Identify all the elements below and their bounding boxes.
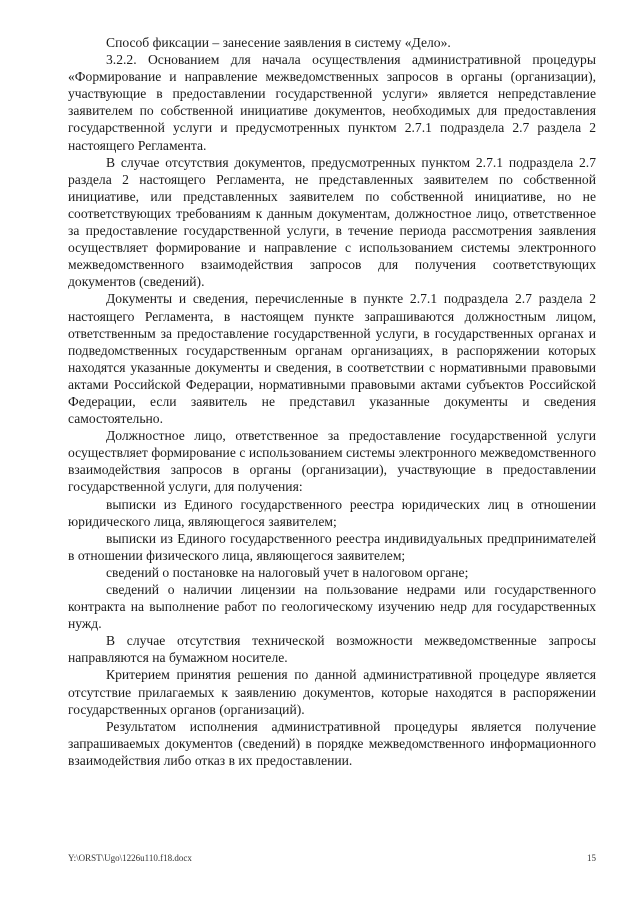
- paragraph: Результатом исполнения административной процедуры является получение запрашиваемых документов (сведений) в порядке межведомственного информационного взаимодействия либо отказ в их предоставлении.: [68, 718, 596, 768]
- paragraph: 3.2.2. Основанием для начала осуществления административной процедуры «Формирование и направление межведомственных запросов в органы (организации), участвующие в предоставлении государственной услуги» является непредставление заявителем по собственной инициативе документов, необходимых для предоставления государственной услуги и предусмотренных пунктом 2.7.1 подраздела 2.7 раздела 2 настоящего Регламента.: [68, 52, 596, 153]
- page-footer: [68, 853, 596, 863]
- paragraph: Должностное лицо, ответственное за предоставление государственной услуги осуществляет формирование с использованием системы электронного межведомственного взаимодействия запросов в органы (организации), участвующие в предоставлении государственной услуги, для получения:: [68, 428, 596, 495]
- paragraph: Способ фиксации – занесение заявления в систему «Дело».: [106, 35, 451, 50]
- page-number: 15: [587, 853, 596, 863]
- paragraph: Критерием принятия решения по данной административной процедуре является отсутствие прилагаемых к заявлению документов, которые находятся в распоряжении государственных органов (организаций).: [68, 667, 596, 717]
- paragraph: В случае отсутствия документов, предусмотренных пунктом 2.7.1 подраздела 2.7 раздела 2 настоящего Регламента, не представленных заявителем по собственной инициативе, или представленных заявителем по собственной инициативе, но не соответствующих требованиям к данным документам, должностное лицо, ответственное за предоставление государственной услуги, в течение периода рассмотрения заявления осуществляет формирование и направление с использованием системы электронного межведомственного взаимодействия запросов для получения соответствующих документов (сведений).: [68, 154, 596, 290]
- paragraph: В случае отсутствия технической возможности межведомственные запросы направляются на бумажном носителе.: [68, 633, 596, 666]
- list-paragraph: сведений о постановке на налоговый учет в налоговом органе;: [106, 564, 469, 580]
- paragraph: Документы и сведения, перечисленные в пункте 2.7.1 подраздела 2.7 раздела 2 настоящего Регламента, в настоящем пункте запрашиваются должностным лицом, ответственным за предоставление государственной услуги, в государственных органах и подведомственных государственным органам организациях, в распоряжении которых находятся указанные документы и сведения, в соответствии с нормативными правовыми актами Российской Федерации, нормативными правовыми актами субъектов Российской Федерации, если заявитель не представил указанные документы и сведения самостоятельно.: [68, 291, 596, 427]
- list-paragraph: выписки из Единого государственного реестра юридических лиц в отношении юридического лица, являющегося заявителем;: [68, 496, 596, 529]
- list-paragraph: выписки из Единого государственного реестра индивидуальных предпринимателей в отношении физического лица, являющегося заявителем;: [68, 530, 596, 563]
- file-path: Y:\ORST\Ugo\1226u110.f18.docx: [68, 853, 192, 863]
- document-body: [68, 34, 596, 769]
- list-paragraph: сведений о наличии лицензии на пользование недрами или государственного контракта на выполнение работ по геологическому изучению недр для государственных нужд.: [68, 582, 596, 632]
